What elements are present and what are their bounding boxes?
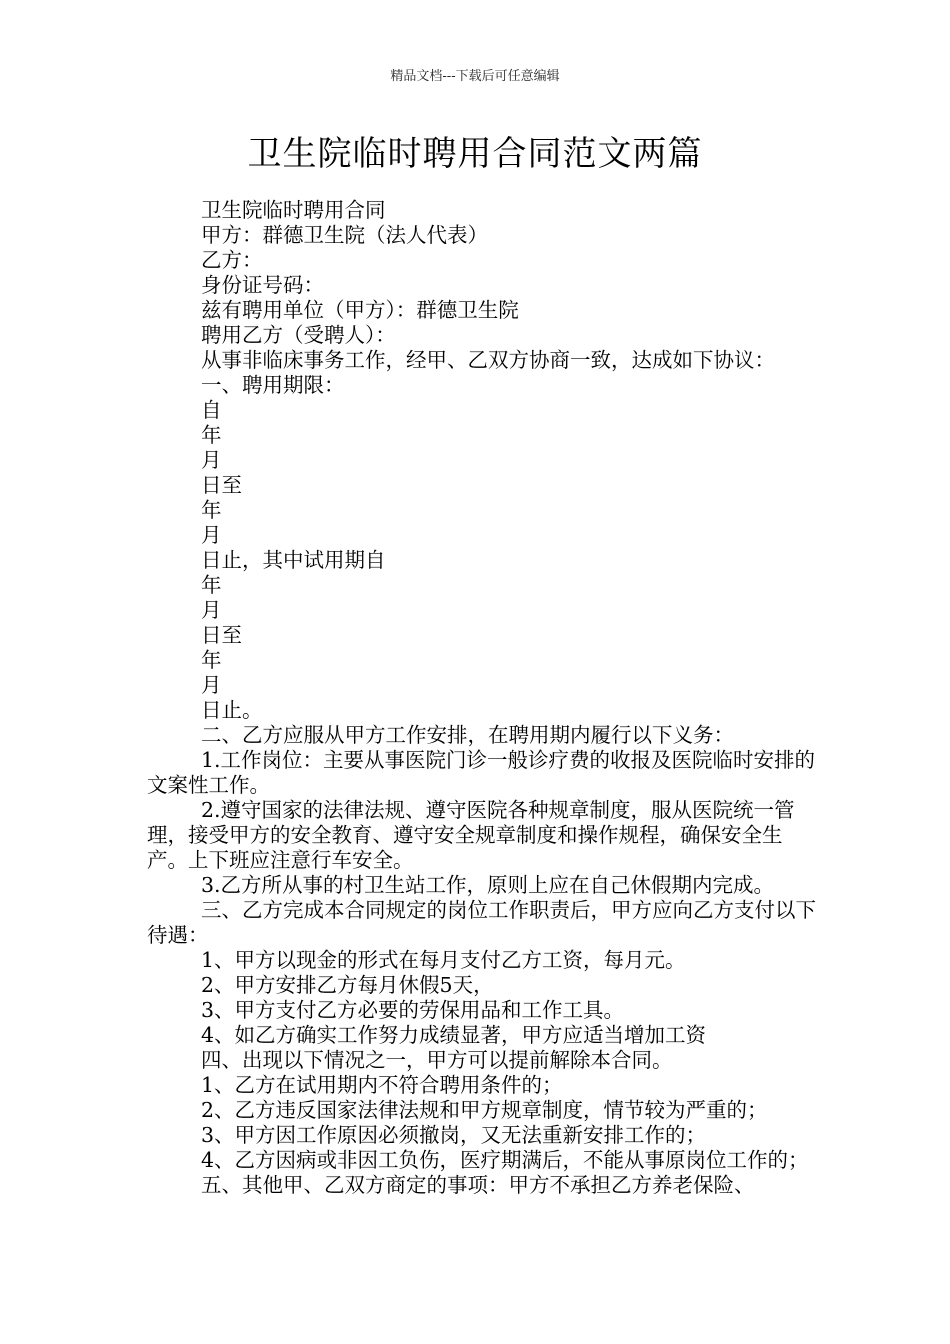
body-line: 乙方： [201, 248, 263, 272]
clause: 4、如乙方确实工作努力成绩显著，甲方应适当增加工资 [201, 1023, 707, 1047]
section-heading: 五、其他甲、乙双方商定的事项：甲方不承担乙方养老保险、 [201, 1173, 755, 1197]
clause: 4、乙方因病或非因工负伤，医疗期满后，不能从事原岗位工作的； [201, 1148, 809, 1172]
body-line: 卫生院临时聘用合同 [201, 198, 386, 222]
clause: 2、乙方违反国家法律法规和甲方规章制度，情节较为严重的； [201, 1098, 768, 1122]
body-line: 身份证号码： [201, 273, 324, 297]
date-fragment: 年 [201, 498, 222, 522]
section-heading: 三、乙方完成本合同规定的岗位工作职责后，甲方应向乙方支付以下待遇： [147, 898, 816, 947]
clause: 3、甲方因工作原因必须撤岗，又无法重新安排工作的； [201, 1123, 707, 1147]
date-fragment: 自 [201, 398, 222, 422]
date-fragment: 日止。 [201, 698, 263, 722]
date-fragment: 日止，其中试用期自 [201, 548, 386, 572]
date-fragment: 年 [201, 648, 222, 672]
clause: 3、甲方支付乙方必要的劳保用品和工作工具。 [201, 998, 625, 1022]
body-line: 甲方：群德卫生院（法人代表） [201, 223, 488, 247]
date-fragment: 月 [201, 523, 222, 547]
date-fragment: 日至 [201, 473, 242, 497]
clause: 1、甲方以现金的形式在每月支付乙方工资，每月元。 [201, 948, 686, 972]
date-fragment: 年 [201, 573, 222, 597]
document-body [147, 198, 817, 1198]
clause: 2.遵守国家的法律法规、遵守医院各种规章制度，服从医院统一管理，接受甲方的安全教育、遵守安全规章制度和操作规程，确保安全生产。上下班应注意行车安全。 [147, 798, 795, 872]
date-fragment: 日至 [201, 623, 242, 647]
body-line: 兹有聘用单位（甲方）：群德卫生院 [201, 298, 519, 322]
section-heading: 一、聘用期限： [201, 373, 345, 397]
header-note: 精品文档---下载后可任意编辑 [390, 69, 560, 84]
date-fragment: 月 [201, 673, 222, 697]
body-line: 从事非临床事务工作，经甲、乙双方协商一致，达成如下协议： [201, 348, 775, 372]
body-line: 聘用乙方（受聘人）： [201, 323, 396, 347]
clause: 2、甲方安排乙方每月休假5天， [201, 973, 494, 997]
document-title: 卫生院临时聘用合同范文两篇 [247, 134, 703, 174]
date-fragment: 年 [201, 423, 222, 447]
section-heading: 四、出现以下情况之一，甲方可以提前解除本合同。 [201, 1048, 673, 1072]
clause: 1、乙方在试用期内不符合聘用条件的； [201, 1073, 563, 1097]
date-fragment: 月 [201, 598, 222, 622]
clause: 3.乙方所从事的村卫生站工作，原则上应在自己休假期内完成。 [201, 873, 775, 897]
date-fragment: 月 [201, 448, 222, 472]
clause: 1.工作岗位：主要从事医院门诊一般诊疗费的收报及医院临时安排的文案性工作。 [147, 748, 816, 797]
section-heading: 二、乙方应服从甲方工作安排，在聘用期内履行以下义务： [201, 723, 734, 747]
